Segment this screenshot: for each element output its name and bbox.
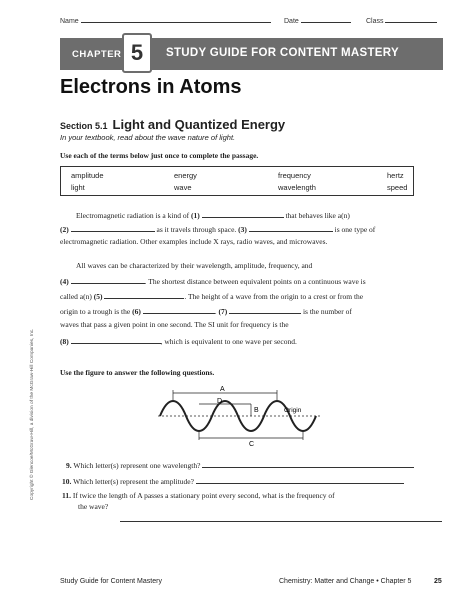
section-number: Section 5.1	[60, 121, 108, 131]
reading-instruction: In your textbook, read about the wave nature of light.	[60, 133, 236, 142]
term: wave	[174, 183, 192, 192]
blank-number: (8)	[60, 337, 69, 346]
passage2-line4: origin to a trough is the (6) . (7) is the number of	[60, 304, 352, 318]
question-9: 9. Which letter(s) represent one wavelength?	[66, 458, 414, 470]
footer-left: Study Guide for Content Mastery	[60, 578, 162, 585]
question-10: 10. Which letter(s) represent the amplitude?	[62, 474, 404, 486]
answer-blank-1[interactable]	[202, 208, 284, 218]
passage2-line1: All waves can be characterized by their wavelength, amplitude, frequency, and	[76, 261, 313, 270]
label-a: A	[220, 386, 225, 393]
answer-blank-8[interactable]	[71, 334, 161, 344]
section-title: Light and Quantized Energy	[112, 117, 286, 132]
date-label: Date	[284, 18, 299, 25]
blank-number: (6)	[132, 307, 141, 316]
date-field[interactable]	[301, 16, 351, 23]
term: amplitude	[71, 171, 104, 180]
answer-blank-4[interactable]	[71, 274, 145, 284]
blank-number: (7)	[218, 307, 228, 316]
term: hertz	[387, 171, 404, 180]
term: light	[71, 183, 85, 192]
wave-diagram	[150, 382, 330, 448]
label-d: D	[217, 398, 223, 405]
answer-blank-3[interactable]	[249, 222, 333, 232]
class-label: Class	[366, 18, 384, 25]
terms-box	[60, 166, 414, 196]
section-heading	[60, 117, 285, 132]
banner-title: STUDY GUIDE FOR CONTENT MASTERY	[166, 47, 399, 59]
terms-instruction: Use each of the terms below just once to complete the passage.	[60, 151, 259, 160]
term: wavelength	[278, 183, 316, 192]
passage1-line2: (2) as it travels through space. (3) is one type of	[60, 222, 375, 236]
blank-number: (5)	[93, 292, 103, 301]
page-number: 25	[434, 578, 442, 585]
chapter-banner	[60, 38, 443, 70]
figure-instruction: Use the figure to answer the following questions.	[60, 368, 215, 377]
chapter-number-box	[122, 33, 152, 73]
blank-number: (1)	[190, 211, 200, 220]
label-b: B	[254, 407, 259, 414]
term: energy	[174, 171, 197, 180]
answer-blank-6[interactable]	[143, 304, 215, 314]
term: frequency	[278, 171, 311, 180]
blank-number: (3)	[238, 225, 247, 234]
passage1-line3: electromagnetic radiation. Other examples include X rays, radio waves, and microwaves.	[60, 237, 328, 246]
chapter-label: CHAPTER	[72, 49, 122, 60]
page-header	[60, 16, 271, 25]
label-origin: Origin	[284, 407, 302, 414]
answer-blank-11[interactable]	[120, 521, 442, 522]
passage2-line2: (4) . The shortest distance between equivalent points on a continuous wave is	[60, 274, 366, 288]
answer-blank-2[interactable]	[71, 222, 155, 232]
copyright-notice: Copyright © Glencoe/McGraw-Hill, a division of the McGraw-Hill Companies, Inc.	[30, 328, 35, 500]
class-field[interactable]	[385, 16, 437, 23]
answer-blank-9[interactable]	[202, 458, 414, 468]
blank-number: (2)	[60, 225, 69, 234]
date-group	[284, 16, 351, 25]
blank-number: (4)	[60, 277, 69, 286]
name-label: Name	[60, 18, 79, 25]
label-c: C	[249, 441, 255, 448]
passage2-line5: waves that pass a given point in one second. The SI unit for frequency is the	[60, 320, 289, 329]
name-field[interactable]	[81, 16, 271, 23]
passage2-line6: (8) , which is equivalent to one wave per second.	[60, 334, 297, 348]
passage2-line3: called a(n) (5) . The height of a wave from the origin to a crest or from the	[60, 289, 363, 303]
question-11-cont: the wave?	[78, 502, 109, 511]
answer-blank-5[interactable]	[104, 289, 184, 299]
question-11: 11. If twice the length of A passes a stationary point every second, what is the frequency of	[62, 491, 335, 500]
class-group	[366, 16, 437, 25]
passage1-line1: Electromagnetic radiation is a kind of (1) that behaves like a(n)	[76, 208, 350, 222]
chapter-number: 5	[130, 40, 144, 65]
term: speed	[387, 183, 408, 192]
page-title: Electrons in Atoms	[60, 76, 242, 98]
answer-blank-10[interactable]	[196, 474, 404, 484]
footer-right: Chemistry: Matter and Change • Chapter 5	[279, 578, 412, 585]
answer-blank-7[interactable]	[229, 304, 301, 314]
